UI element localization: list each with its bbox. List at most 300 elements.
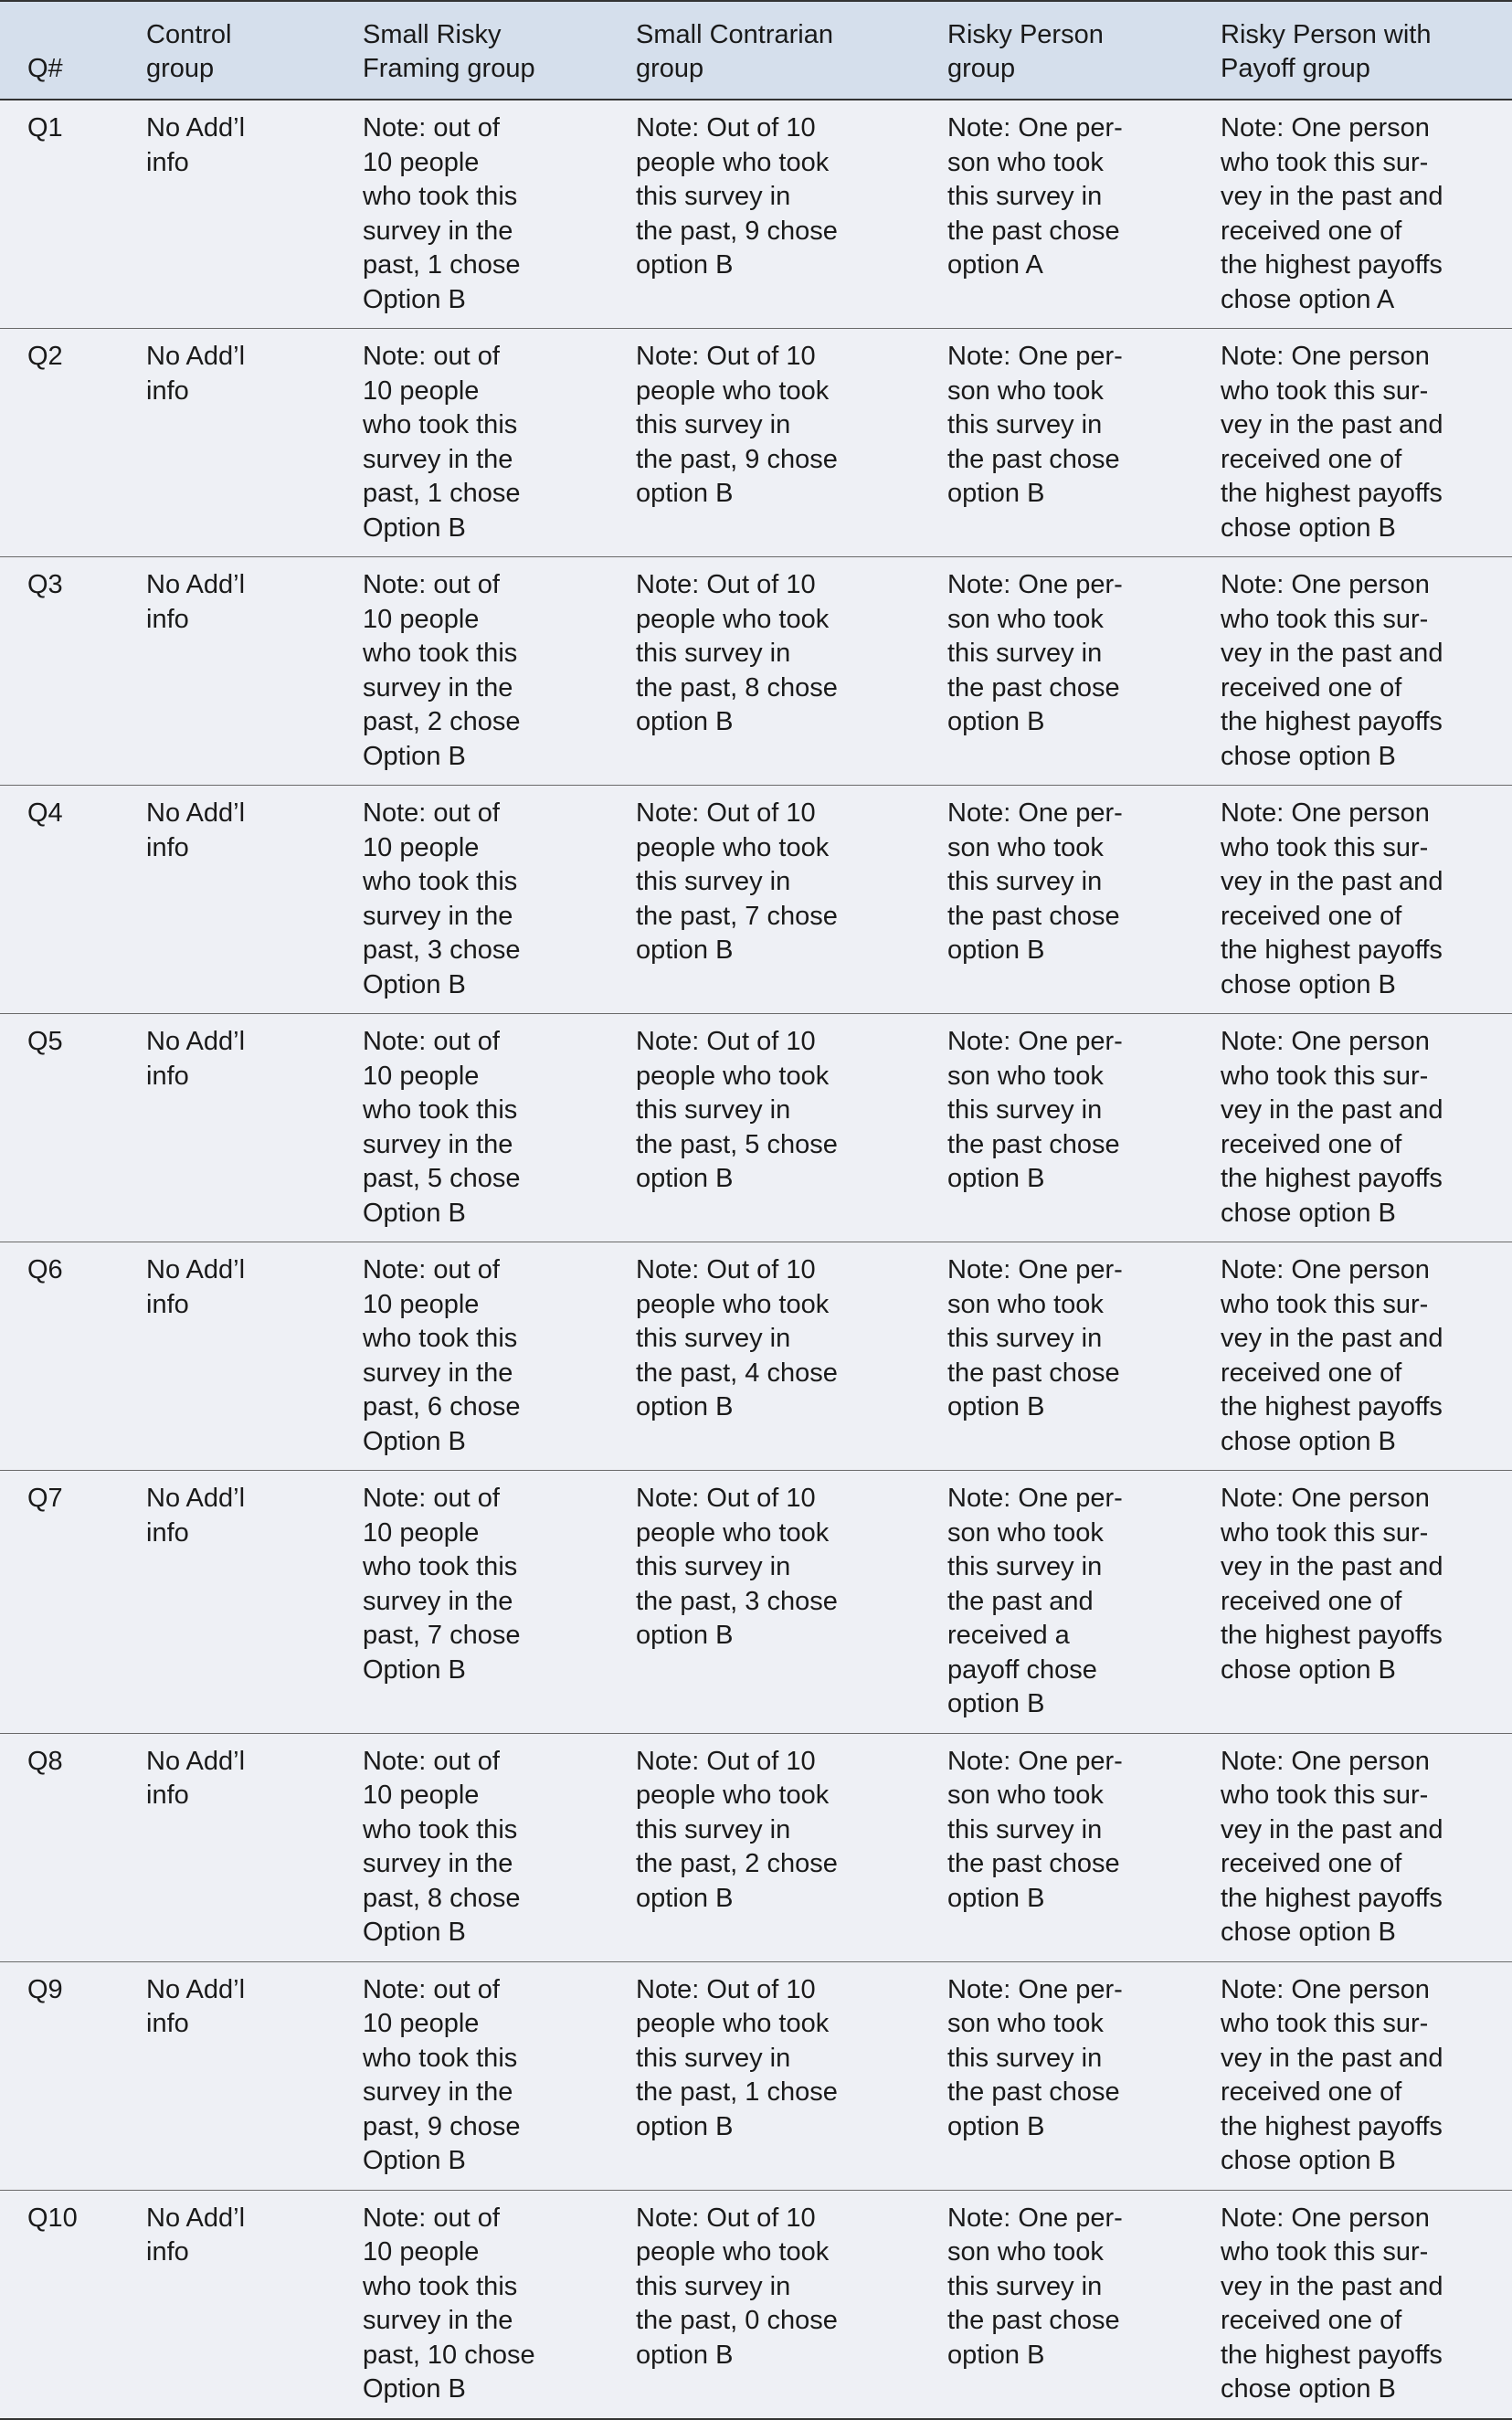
- cell-text-line: Q9: [27, 1974, 63, 2004]
- cell-text-line: option B: [947, 479, 1045, 508]
- cell-text-line: received one of: [1221, 2306, 1402, 2335]
- cell-text-line: 10 people: [363, 1517, 480, 1548]
- cell-text-line: chose option B: [1221, 1426, 1396, 1456]
- cell-text-line: option B: [636, 250, 734, 280]
- cell-text-line: option B: [636, 1883, 734, 1913]
- cell-text-line: vey in the past and: [1221, 1324, 1443, 1353]
- cell-text-line: Note: One per-: [947, 1974, 1123, 2004]
- cell-text-line: info: [146, 147, 189, 177]
- table-cell-risky-person-group: [920, 557, 1193, 786]
- cell-text-line: Note: One per-: [947, 1027, 1123, 1056]
- cell-text-line: people who took: [636, 2009, 830, 2038]
- cell-text-line: Note: One person: [1221, 798, 1430, 828]
- table-cell-risky-person-group: [920, 1242, 1193, 1471]
- cell-text-line: this survey in: [636, 639, 791, 668]
- cell-text-line: option B: [947, 935, 1045, 965]
- cell-text-line: this survey in: [947, 1095, 1103, 1125]
- cell-text-line: Note: One per-: [947, 798, 1123, 828]
- cell-text-line: who took this sur-: [1221, 375, 1429, 406]
- column-header-risky-person-payoff-group: [1193, 1, 1512, 100]
- table-cell-small-contrarian-group: [608, 1733, 920, 1961]
- cell-text-line: son who took: [947, 1061, 1104, 1091]
- cell-text-line: Note: out of: [363, 1255, 500, 1284]
- cell-text-line: son who took: [947, 604, 1104, 634]
- table-cell-small-risky-framing-group: [335, 329, 608, 557]
- column-header-text: group: [947, 54, 1016, 83]
- table-cell-risky-person-group: [920, 1471, 1193, 1734]
- table-cell-risky-person-group: [920, 2190, 1193, 2419]
- cell-text-line: option B: [636, 1621, 734, 1650]
- cell-text-line: Note: out of: [363, 570, 500, 599]
- cell-text-line: received one of: [1221, 901, 1402, 931]
- cell-text-line: Q2: [27, 342, 63, 371]
- cell-text-line: the past, 9 chose: [636, 444, 838, 474]
- cell-text-line: Note: Out of 10: [636, 1255, 816, 1284]
- cell-text-line: people who took: [636, 1061, 830, 1091]
- cell-text-line: Note: out of: [363, 342, 500, 371]
- cell-text-line: Note: One person: [1221, 1255, 1430, 1284]
- table-cell-risky-person-payoff-group: [1193, 1961, 1512, 2190]
- cell-text-line: this survey in: [636, 2043, 791, 2073]
- cell-text-line: vey in the past and: [1221, 1552, 1443, 1581]
- cell-text-line: son who took: [947, 147, 1104, 177]
- column-header-text: Risky Person: [947, 20, 1104, 49]
- cell-text-line: chose option B: [1221, 1654, 1396, 1685]
- cell-text-line: Note: out of: [363, 1484, 500, 1513]
- cell-text-line: this survey in: [947, 410, 1103, 439]
- cell-text-line: who took this: [363, 2043, 518, 2073]
- table-cell-control-group: [119, 1014, 335, 1242]
- cell-text-line: option B: [947, 707, 1045, 736]
- cell-text-line: the past chose: [947, 444, 1120, 474]
- table-row: [0, 100, 1512, 329]
- cell-text-line: received one of: [1221, 672, 1402, 703]
- cell-text-line: people who took: [636, 1781, 830, 1810]
- cell-text-line: Q1: [27, 113, 63, 143]
- cell-text-line: info: [146, 1061, 189, 1091]
- cell-text-line: Note: One per-: [947, 570, 1123, 599]
- cell-text-line: survey in the: [363, 1358, 513, 1388]
- table-cell-small-contrarian-group: [608, 1961, 920, 2190]
- column-header-control-group: [119, 1, 335, 100]
- cell-text-line: the past chose: [947, 2077, 1120, 2107]
- cell-text-line: past, 2 chose: [363, 707, 521, 736]
- cell-text-line: who took this: [363, 639, 518, 668]
- cell-text-line: past, 3 chose: [363, 935, 521, 965]
- cell-text-line: people who took: [636, 375, 830, 406]
- table-header: [0, 1, 1512, 100]
- cell-text-line: vey in the past and: [1221, 2271, 1443, 2301]
- cell-text-line: Note: out of: [363, 1027, 500, 1056]
- cell-text-line: survey in the: [363, 2306, 513, 2335]
- cell-text-line: this survey in: [636, 182, 791, 211]
- cell-text-line: Note: Out of 10: [636, 2203, 816, 2233]
- cell-text-line: option B: [947, 1883, 1045, 1913]
- cell-text-line: survey in the: [363, 672, 513, 703]
- table-cell-control-group: [119, 786, 335, 1014]
- cell-text-line: Option B: [363, 741, 466, 771]
- cell-text-line: the past, 4 chose: [636, 1358, 838, 1388]
- cell-text-line: No Add’l: [146, 342, 246, 371]
- cell-text-line: Note: Out of 10: [636, 1974, 816, 2004]
- cell-text-line: Note: out of: [363, 1974, 500, 2004]
- cell-text-line: Note: One per-: [947, 1255, 1123, 1284]
- cell-text-line: the past, 0 chose: [636, 2306, 838, 2335]
- table-cell-question-number: [0, 1242, 119, 1471]
- cell-text-line: this survey in: [636, 867, 791, 896]
- cell-text-line: this survey in: [636, 410, 791, 439]
- cell-text-line: Q6: [27, 1255, 63, 1284]
- table-cell-control-group: [119, 329, 335, 557]
- cell-text-line: who took this: [363, 182, 518, 211]
- table-row: [0, 1014, 1512, 1242]
- cell-text-line: the past, 3 chose: [636, 1586, 838, 1616]
- column-header-risky-person-group: [920, 1, 1193, 100]
- cell-text-line: Note: One per-: [947, 113, 1123, 143]
- cell-text-line: Note: Out of 10: [636, 570, 816, 599]
- cell-text-line: chose option B: [1221, 741, 1396, 771]
- cell-text-line: Q8: [27, 1746, 63, 1776]
- table-cell-question-number: [0, 786, 119, 1014]
- cell-text-line: info: [146, 2009, 189, 2038]
- cell-text-line: chose option A: [1221, 284, 1395, 314]
- cell-text-line: 10 people: [363, 604, 480, 634]
- cell-text-line: who took this sur-: [1221, 604, 1429, 634]
- table-cell-small-risky-framing-group: [335, 1471, 608, 1734]
- table-cell-small-risky-framing-group: [335, 786, 608, 1014]
- cell-text-line: the highest payoffs: [1221, 1883, 1443, 1913]
- cell-text-line: Option B: [363, 1918, 466, 1947]
- column-header-small-risky-framing-group: [335, 1, 608, 100]
- cell-text-line: 10 people: [363, 2009, 480, 2038]
- cell-text-line: option B: [636, 479, 734, 508]
- table-cell-question-number: [0, 100, 119, 329]
- cell-text-line: who took this: [363, 1095, 518, 1125]
- table-cell-small-contrarian-group: [608, 557, 920, 786]
- cell-text-line: son who took: [947, 1517, 1104, 1548]
- cell-text-line: the past chose: [947, 901, 1120, 931]
- cell-text-line: Note: Out of 10: [636, 1027, 816, 1056]
- cell-text-line: this survey in: [947, 1552, 1103, 1581]
- cell-text-line: 10 people: [363, 1781, 480, 1810]
- cell-text-line: No Add’l: [146, 2203, 246, 2233]
- header-row: [0, 1, 1512, 100]
- table-cell-question-number: [0, 329, 119, 557]
- cell-text-line: Note: Out of 10: [636, 798, 816, 828]
- cell-text-line: Option B: [363, 1426, 466, 1456]
- cell-text-line: the highest payoffs: [1221, 935, 1443, 965]
- cell-text-line: received one of: [1221, 216, 1402, 246]
- cell-text-line: who took this: [363, 1814, 518, 1844]
- table-cell-small-contrarian-group: [608, 100, 920, 329]
- cell-text-line: info: [146, 1781, 189, 1810]
- cell-text-line: the past chose: [947, 1358, 1120, 1388]
- cell-text-line: the past, 5 chose: [636, 1129, 838, 1159]
- table-cell-small-contrarian-group: [608, 2190, 920, 2419]
- cell-text-line: Q3: [27, 570, 63, 599]
- cell-text-line: people who took: [636, 2237, 830, 2267]
- table-cell-risky-person-payoff-group: [1193, 2190, 1512, 2419]
- cell-text-line: received one of: [1221, 1849, 1402, 1878]
- column-header-text: Q#: [27, 54, 63, 83]
- cell-text-line: received one of: [1221, 1586, 1402, 1616]
- table-cell-risky-person-group: [920, 786, 1193, 1014]
- cell-text-line: option B: [636, 2340, 734, 2370]
- cell-text-line: Option B: [363, 513, 466, 543]
- cell-text-line: survey in the: [363, 444, 513, 474]
- cell-text-line: received a: [947, 1621, 1070, 1650]
- table-cell-control-group: [119, 2190, 335, 2419]
- table-cell-risky-person-payoff-group: [1193, 786, 1512, 1014]
- cell-text-line: who took this sur-: [1221, 2009, 1429, 2038]
- table-cell-small-contrarian-group: [608, 1471, 920, 1734]
- cell-text-line: survey in the: [363, 216, 513, 246]
- cell-text-line: 10 people: [363, 1289, 480, 1319]
- cell-text-line: who took this sur-: [1221, 1517, 1429, 1548]
- cell-text-line: Note: Out of 10: [636, 342, 816, 371]
- cell-text-line: this survey in: [636, 1814, 791, 1844]
- cell-text-line: 10 people: [363, 832, 480, 862]
- cell-text-line: this survey in: [947, 867, 1103, 896]
- table-cell-small-contrarian-group: [608, 329, 920, 557]
- cell-text-line: past, 1 chose: [363, 250, 521, 280]
- cell-text-line: Note: One person: [1221, 1974, 1430, 2004]
- cell-text-line: this survey in: [947, 2271, 1103, 2301]
- column-header-text: Small Risky: [363, 20, 502, 49]
- cell-text-line: info: [146, 375, 189, 406]
- cell-text-line: chose option B: [1221, 969, 1396, 999]
- cell-text-line: son who took: [947, 375, 1104, 406]
- column-header-question-number: [0, 1, 119, 100]
- cell-text-line: the past chose: [947, 2306, 1120, 2335]
- cell-text-line: past, 7 chose: [363, 1621, 521, 1650]
- cell-text-line: option B: [947, 2111, 1045, 2141]
- cell-text-line: option B: [636, 1392, 734, 1421]
- cell-text-line: Note: out of: [363, 2203, 500, 2233]
- cell-text-line: Note: One person: [1221, 1484, 1430, 1513]
- cell-text-line: No Add’l: [146, 1974, 246, 2004]
- cell-text-line: No Add’l: [146, 1484, 246, 1513]
- cell-text-line: Note: out of: [363, 798, 500, 828]
- table-cell-risky-person-group: [920, 1961, 1193, 2190]
- cell-text-line: payoff chose: [947, 1654, 1097, 1685]
- table-cell-risky-person-payoff-group: [1193, 1733, 1512, 1961]
- cell-text-line: Option B: [363, 2146, 466, 2175]
- cell-text-line: info: [146, 1517, 189, 1548]
- table-cell-risky-person-group: [920, 100, 1193, 329]
- table-body: [0, 100, 1512, 2419]
- cell-text-line: the past, 1 chose: [636, 2077, 838, 2107]
- cell-text-line: the highest payoffs: [1221, 250, 1443, 280]
- cell-text-line: Note: One person: [1221, 1746, 1430, 1776]
- table-cell-control-group: [119, 1733, 335, 1961]
- cell-text-line: who took this sur-: [1221, 147, 1429, 177]
- column-header-text: group: [146, 54, 215, 83]
- cell-text-line: Note: One per-: [947, 1484, 1123, 1513]
- cell-text-line: received one of: [1221, 1358, 1402, 1388]
- cell-text-line: the past chose: [947, 1129, 1120, 1159]
- table-cell-risky-person-payoff-group: [1193, 1014, 1512, 1242]
- cell-text-line: option B: [947, 1689, 1045, 1718]
- cell-text-line: people who took: [636, 1289, 830, 1319]
- cell-text-line: people who took: [636, 1517, 830, 1548]
- cell-text-line: Note: out of: [363, 1746, 500, 1776]
- column-header-text: group: [636, 54, 704, 83]
- cell-text-line: option B: [947, 1392, 1045, 1421]
- cell-text-line: option B: [636, 707, 734, 736]
- table-cell-risky-person-payoff-group: [1193, 1242, 1512, 1471]
- cell-text-line: vey in the past and: [1221, 867, 1443, 896]
- table-cell-small-risky-framing-group: [335, 557, 608, 786]
- cell-text-line: vey in the past and: [1221, 182, 1443, 211]
- cell-text-line: Note: out of: [363, 113, 500, 143]
- cell-text-line: who took this: [363, 1552, 518, 1581]
- table-row: [0, 2190, 1512, 2419]
- cell-text-line: 10 people: [363, 375, 480, 406]
- cell-text-line: past, 9 chose: [363, 2111, 521, 2141]
- table-cell-small-risky-framing-group: [335, 1014, 608, 1242]
- cell-text-line: son who took: [947, 2009, 1104, 2038]
- table-cell-question-number: [0, 1471, 119, 1734]
- cell-text-line: received one of: [1221, 444, 1402, 474]
- cell-text-line: the past chose: [947, 216, 1120, 246]
- cell-text-line: survey in the: [363, 1129, 513, 1159]
- cell-text-line: chose option B: [1221, 1198, 1396, 1228]
- cell-text-line: info: [146, 832, 189, 862]
- cell-text-line: received one of: [1221, 2077, 1402, 2107]
- cell-text-line: Note: One person: [1221, 342, 1430, 371]
- cell-text-line: who took this: [363, 410, 518, 439]
- cell-text-line: option B: [947, 1164, 1045, 1193]
- cell-text-line: No Add’l: [146, 798, 246, 828]
- cell-text-line: Note: Out of 10: [636, 113, 816, 143]
- cell-text-line: son who took: [947, 832, 1104, 862]
- table-cell-control-group: [119, 100, 335, 329]
- cell-text-line: Option B: [363, 2374, 466, 2404]
- cell-text-line: this survey in: [636, 1552, 791, 1581]
- cell-text-line: Q4: [27, 798, 63, 828]
- cell-text-line: chose option B: [1221, 2374, 1396, 2404]
- table-cell-small-risky-framing-group: [335, 1242, 608, 1471]
- cell-text-line: people who took: [636, 604, 830, 634]
- cell-text-line: info: [146, 604, 189, 634]
- table-row: [0, 329, 1512, 557]
- table-cell-question-number: [0, 2190, 119, 2419]
- cell-text-line: vey in the past and: [1221, 2043, 1443, 2073]
- table-cell-question-number: [0, 557, 119, 786]
- table-cell-control-group: [119, 557, 335, 786]
- cell-text-line: Note: One per-: [947, 1746, 1123, 1776]
- cell-text-line: survey in the: [363, 901, 513, 931]
- cell-text-line: the highest payoffs: [1221, 2111, 1443, 2141]
- table-cell-small-risky-framing-group: [335, 1961, 608, 2190]
- cell-text-line: the highest payoffs: [1221, 1621, 1443, 1650]
- table-cell-question-number: [0, 1961, 119, 2190]
- cell-text-line: vey in the past and: [1221, 1095, 1443, 1125]
- table-cell-risky-person-group: [920, 329, 1193, 557]
- cell-text-line: Note: One person: [1221, 1027, 1430, 1056]
- cell-text-line: Note: Out of 10: [636, 1484, 816, 1513]
- table-cell-risky-person-group: [920, 1014, 1193, 1242]
- cell-text-line: 10 people: [363, 2237, 480, 2267]
- cell-text-line: chose option B: [1221, 2146, 1396, 2175]
- cell-text-line: past, 6 chose: [363, 1392, 521, 1421]
- table-cell-small-risky-framing-group: [335, 2190, 608, 2419]
- column-header-small-contrarian-group: [608, 1, 920, 100]
- cell-text-line: the past, 2 chose: [636, 1849, 838, 1878]
- cell-text-line: No Add’l: [146, 570, 246, 599]
- cell-text-line: the past, 9 chose: [636, 216, 838, 246]
- cell-text-line: son who took: [947, 1289, 1104, 1319]
- cell-text-line: No Add’l: [146, 113, 246, 143]
- cell-text-line: the past, 8 chose: [636, 672, 838, 703]
- cell-text-line: Note: One person: [1221, 2203, 1430, 2233]
- cell-text-line: who took this sur-: [1221, 1781, 1429, 1810]
- cell-text-line: this survey in: [947, 1324, 1103, 1353]
- cell-text-line: this survey in: [947, 639, 1103, 668]
- cell-text-line: No Add’l: [146, 1255, 246, 1284]
- cell-text-line: son who took: [947, 1781, 1104, 1810]
- cell-text-line: who took this: [363, 1324, 518, 1353]
- cell-text-line: option B: [636, 1164, 734, 1193]
- cell-text-line: Option B: [363, 1654, 466, 1685]
- column-header-text: Control: [146, 20, 232, 49]
- cell-text-line: Option B: [363, 284, 466, 314]
- cell-text-line: Option B: [363, 1198, 466, 1228]
- cell-text-line: Note: One per-: [947, 2203, 1123, 2233]
- cell-text-line: No Add’l: [146, 1746, 246, 1776]
- table-row: [0, 557, 1512, 786]
- cell-text-line: the past, 7 chose: [636, 901, 838, 931]
- table-cell-risky-person-payoff-group: [1193, 329, 1512, 557]
- column-header-text: Framing group: [363, 54, 535, 83]
- cell-text-line: Note: Out of 10: [636, 1746, 816, 1776]
- cell-text-line: who took this: [363, 867, 518, 896]
- cell-text-line: survey in the: [363, 1849, 513, 1878]
- table-row: [0, 786, 1512, 1014]
- cell-text-line: people who took: [636, 147, 830, 177]
- table-row: [0, 1242, 1512, 1471]
- table-cell-small-contrarian-group: [608, 786, 920, 1014]
- cell-text-line: the past chose: [947, 1849, 1120, 1878]
- cell-text-line: past, 5 chose: [363, 1164, 521, 1193]
- cell-text-line: chose option B: [1221, 513, 1396, 543]
- cell-text-line: option B: [636, 935, 734, 965]
- cell-text-line: Option B: [363, 969, 466, 999]
- column-header-text: Risky Person with: [1221, 20, 1432, 49]
- cell-text-line: who took this sur-: [1221, 832, 1429, 862]
- cell-text-line: this survey in: [947, 1814, 1103, 1844]
- cell-text-line: past, 8 chose: [363, 1883, 521, 1913]
- cell-text-line: vey in the past and: [1221, 1814, 1443, 1844]
- cell-text-line: Note: One per-: [947, 342, 1123, 371]
- cell-text-line: info: [146, 1289, 189, 1319]
- cell-text-line: this survey in: [947, 182, 1103, 211]
- cell-text-line: option B: [636, 2111, 734, 2141]
- cell-text-line: who took this sur-: [1221, 1061, 1429, 1091]
- cell-text-line: Note: One person: [1221, 113, 1430, 143]
- table-cell-risky-person-payoff-group: [1193, 557, 1512, 786]
- cell-text-line: vey in the past and: [1221, 410, 1443, 439]
- table-cell-small-contrarian-group: [608, 1014, 920, 1242]
- table-cell-risky-person-group: [920, 1733, 1193, 1961]
- cell-text-line: the past and: [947, 1586, 1094, 1616]
- table-cell-small-risky-framing-group: [335, 100, 608, 329]
- cell-text-line: this survey in: [636, 1324, 791, 1353]
- cell-text-line: the highest payoffs: [1221, 1164, 1443, 1193]
- cell-text-line: Q5: [27, 1027, 63, 1056]
- cell-text-line: who took this sur-: [1221, 2237, 1429, 2267]
